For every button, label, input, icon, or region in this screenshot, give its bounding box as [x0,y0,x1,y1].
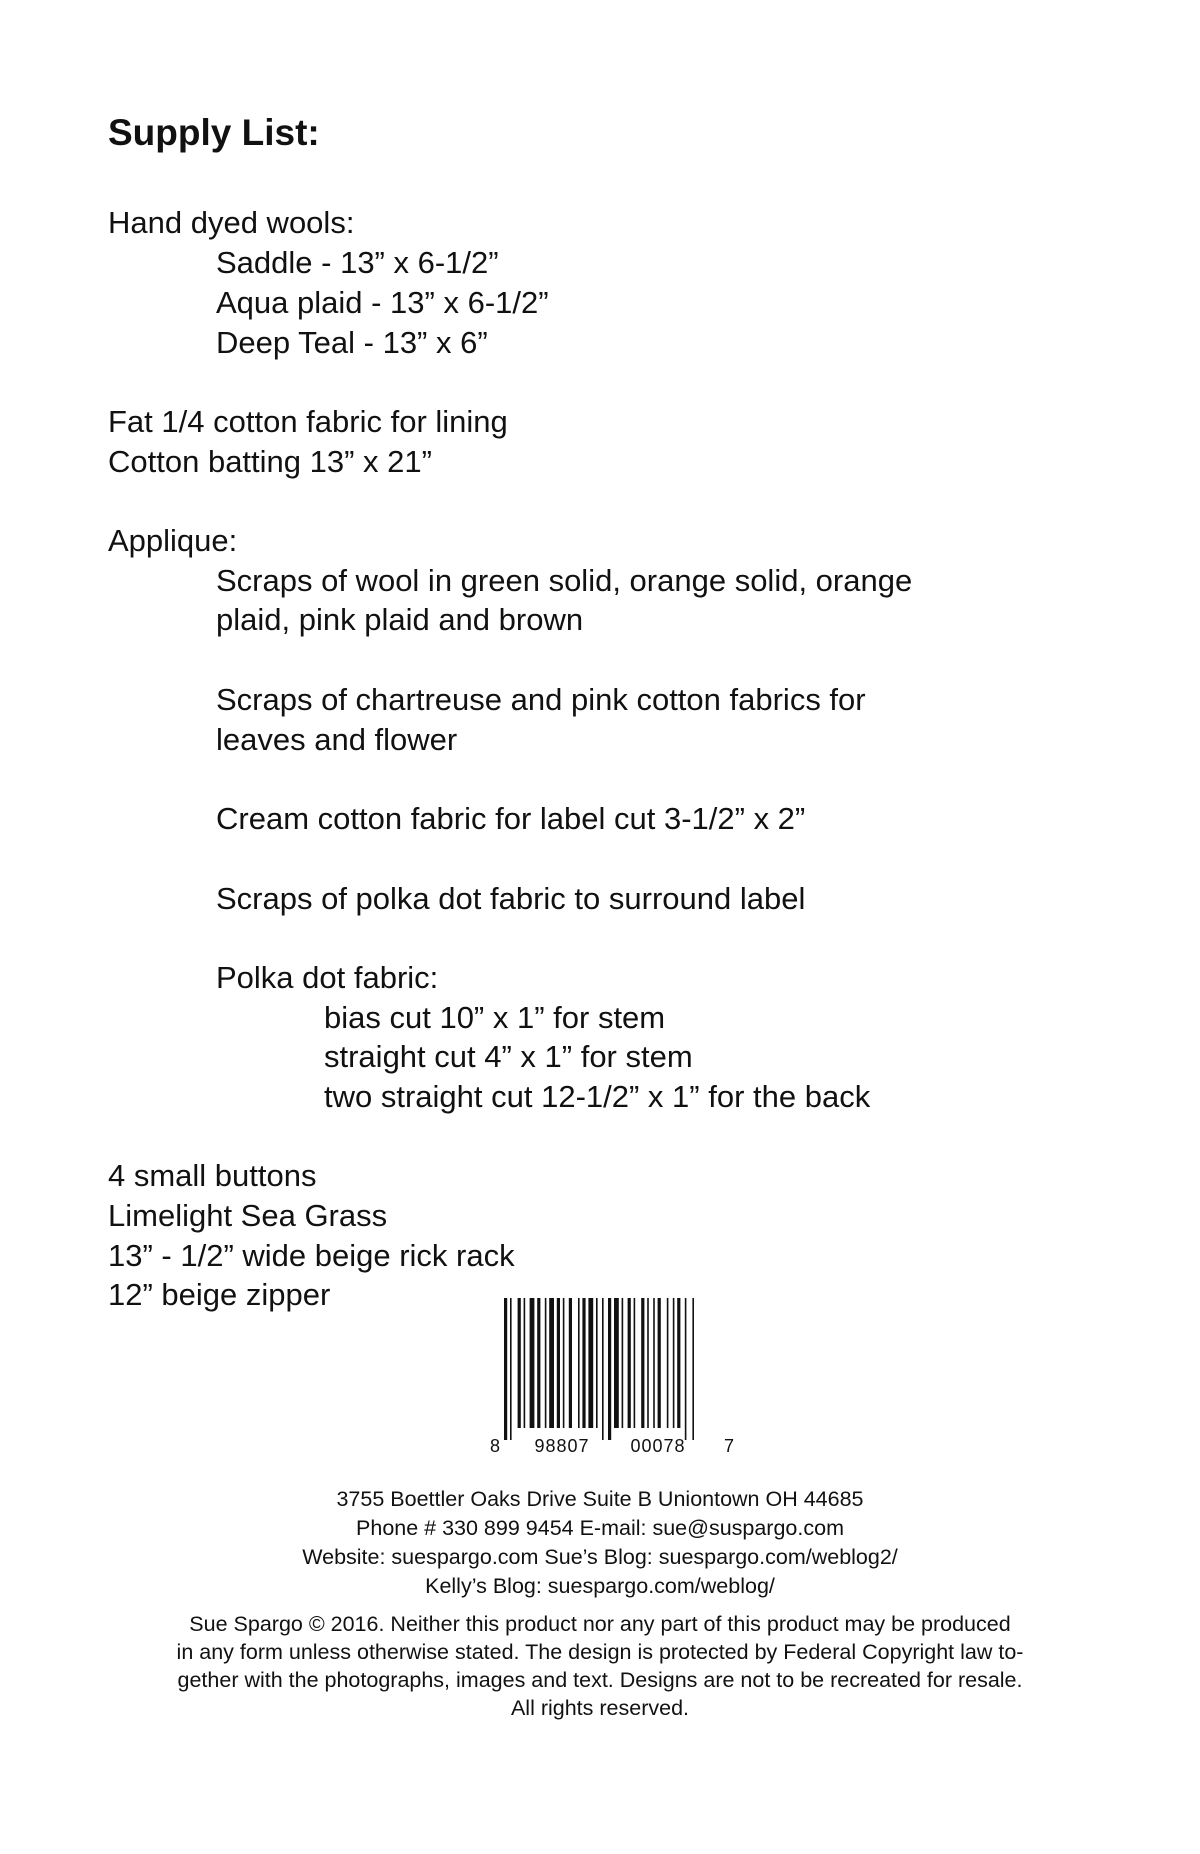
barcode-bar [578,1298,580,1428]
wool-item: Deep Teal - 13” x 6” [216,325,488,360]
barcode-bar [596,1298,598,1428]
barcode-bar [518,1298,521,1428]
barcode-bars [504,1298,694,1440]
polka-item: bias cut 10” x 1” for stem [324,1000,666,1035]
barcode-bar [673,1298,675,1428]
applique-item: Cream cotton fabric for label cut 3-1/2” x 2” [216,801,806,836]
barcode-bar [641,1298,644,1428]
barcode [488,1296,744,1456]
barcode-bar [545,1298,547,1428]
barcode-digit: 8 [490,1436,501,1456]
barcode-bar [582,1298,585,1428]
applique-item: plaid, pink plaid and brown [216,602,584,637]
barcode-bar [653,1298,655,1428]
applique-item: leaves and flower [216,722,458,757]
barcode-bar [622,1298,624,1428]
barcode-bar [549,1298,554,1428]
applique-item: Polka dot fabric: [216,960,439,995]
fabric-item: Cotton batting 13” x 21” [108,444,432,479]
barcode-bar [685,1298,687,1440]
barcode-bar [530,1298,535,1428]
applique-label: Applique: [108,523,238,558]
barcode-bar [504,1298,507,1440]
barcode-digit: 7 [724,1436,735,1456]
address: 3755 Boettler Oaks Drive Suite B Uniontown OH 44685 [336,1487,864,1511]
kelly-blog: Kelly’s Blog: suespargo.com/weblog/ [425,1574,775,1598]
barcode-bar [563,1298,565,1428]
barcode-bar [647,1298,649,1428]
applique-item: Scraps of chartreuse and pink cotton fabrics for [216,682,866,717]
applique-item: Scraps of polka dot fabric to surround label [216,881,806,916]
barcode-bar [588,1298,593,1428]
barcode-bar [608,1298,611,1440]
wool-item: Saddle - 13” x 6-1/2” [216,245,499,280]
barcode-bar [692,1298,694,1440]
wool-item: Aqua plaid - 13” x 6-1/2” [216,285,549,320]
barcode-bar [658,1298,661,1428]
fabric-item: Fat 1/4 cotton fabric for lining [108,404,508,439]
notion-item: 12” beige zipper [108,1277,331,1312]
notion-item: 4 small buttons [108,1158,317,1193]
wools-label: Hand dyed wools: [108,205,355,240]
barcode-bar [677,1298,680,1428]
copyright-line: Sue Spargo © 2016. Neither this product nor any part of this product may be produced [189,1612,1011,1636]
barcode-bar [510,1298,512,1440]
copyright-notice [108,1610,1092,1722]
barcode-digit: 98807 [534,1436,590,1456]
notion-item: Limelight Sea Grass [108,1198,388,1233]
barcode-bar [602,1298,604,1440]
copyright-line: All rights reserved. [510,1696,690,1720]
copyright-line: in any form unless otherwise stated. The design is protected by Federal Copyright law to- [176,1640,1024,1664]
applique-item: Scraps of wool in green solid, orange solid, orange [216,563,913,598]
barcode-bar [569,1298,572,1428]
phone-email: Phone # 330 899 9454 E-mail: sue@suspargo.com [356,1516,844,1540]
barcode-bar [557,1298,560,1428]
polka-item: straight cut 4” x 1” for stem [324,1039,693,1074]
notion-item: 13” - 1/2” wide beige rick rack [108,1238,515,1273]
website-blog: Website: suespargo.com Sue’s Blog: suespargo.com/weblog2/ [302,1545,898,1569]
barcode-digit: 00078 [630,1436,686,1456]
barcode-bar [614,1298,619,1428]
barcode-bar [628,1298,631,1428]
barcode-bar [537,1298,540,1428]
polka-item: two straight cut 12-1/2” x 1” for the back [324,1079,871,1114]
copyright-line: gether with the photographs, images and text. Designs are not to be recreated for resale. [177,1668,1023,1692]
page-title: Supply List: [108,112,320,153]
barcode-bar [634,1298,636,1428]
barcode-bar [524,1298,526,1428]
barcode-bar [667,1298,669,1428]
